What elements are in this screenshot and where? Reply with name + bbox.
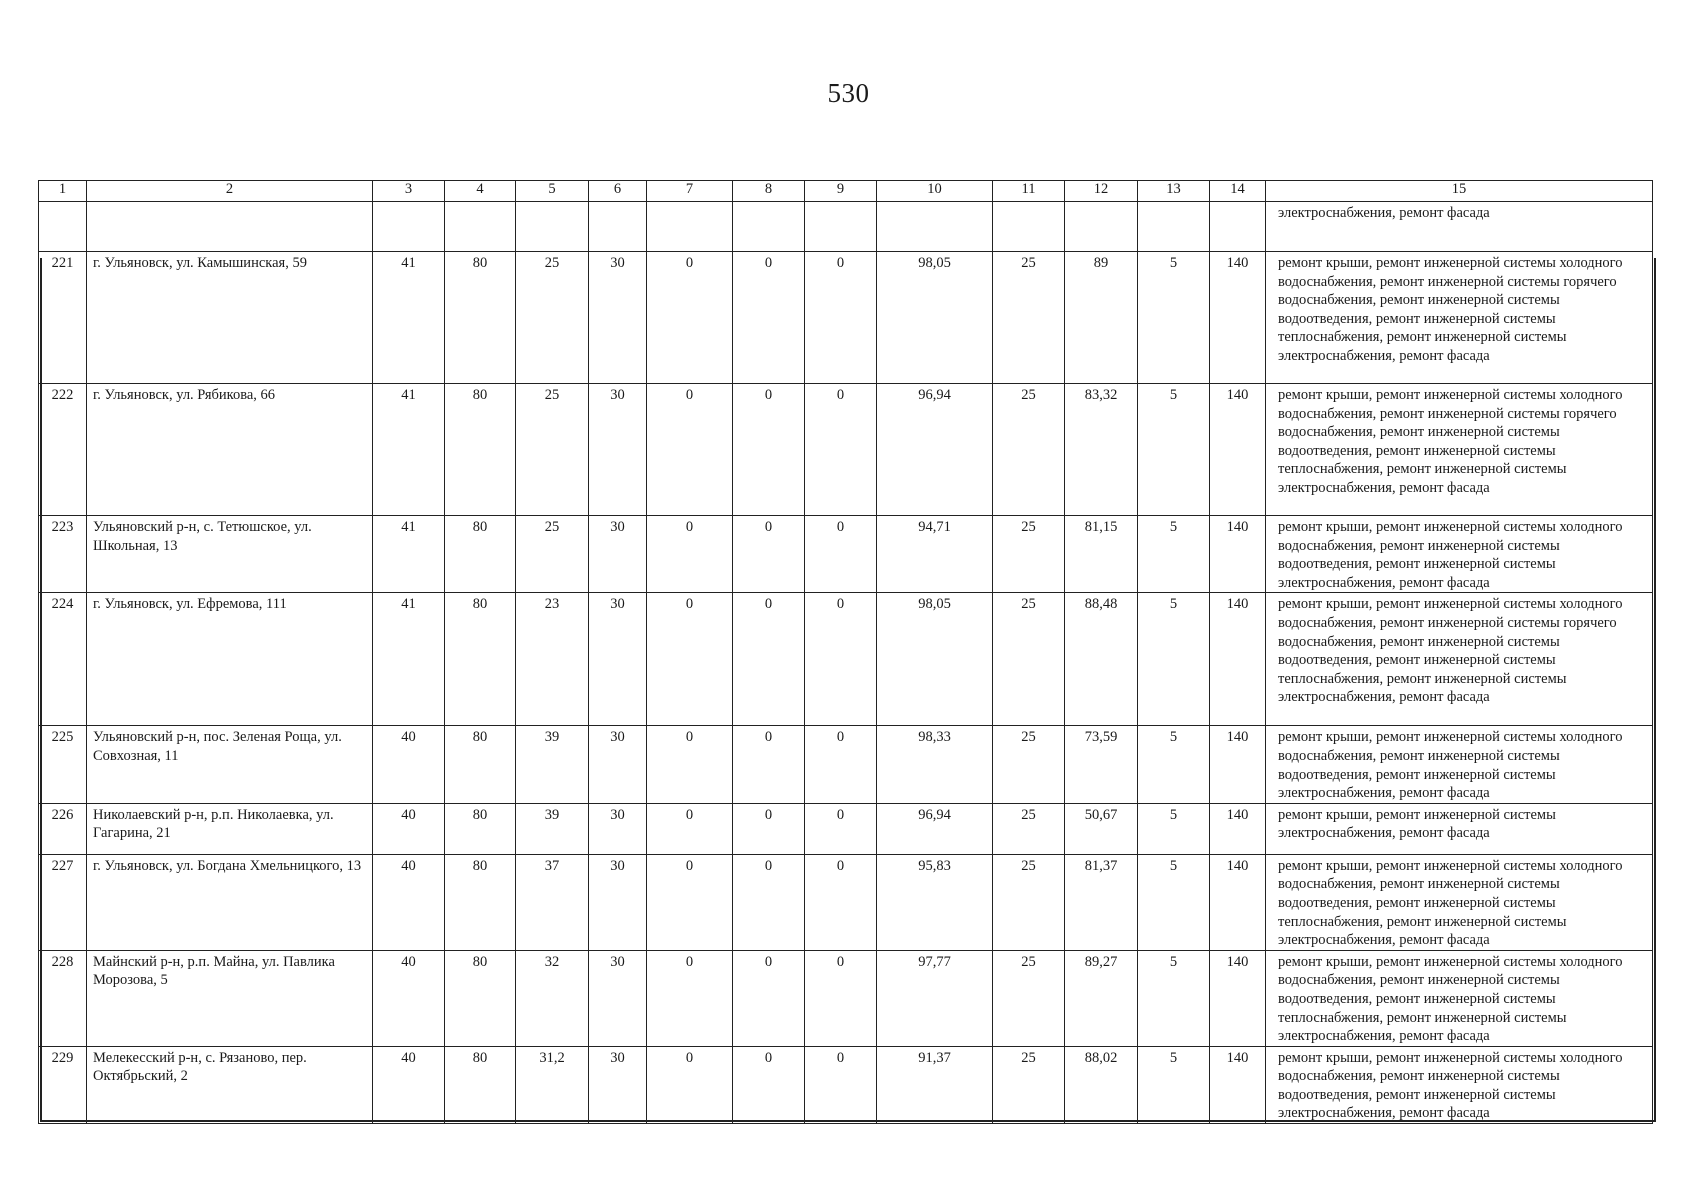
value-cell: 80 [445, 516, 516, 593]
table-row [39, 803, 1653, 854]
value-cell: 0 [805, 950, 877, 1046]
value-cell: 25 [516, 384, 589, 516]
value-cell: 96,94 [877, 803, 993, 854]
value-cell: 140 [1210, 384, 1266, 516]
value-cell: 80 [445, 593, 516, 726]
value-cell: 32 [516, 950, 589, 1046]
value-cell: 0 [647, 803, 733, 854]
value-cell: 0 [647, 854, 733, 950]
value-cell: 30 [589, 726, 647, 803]
value-cell: 30 [589, 854, 647, 950]
column-header: 7 [647, 181, 733, 202]
column-header: 9 [805, 181, 877, 202]
table-row [39, 854, 1653, 950]
value-cell: 40 [373, 726, 445, 803]
works-cell: ремонт крыши, ремонт инженерной системы электроснабжения, ремонт фасада [1266, 803, 1653, 854]
value-cell: 80 [445, 384, 516, 516]
value-cell: 0 [805, 726, 877, 803]
value-cell: 5 [1138, 1046, 1210, 1123]
value-cell: 0 [805, 252, 877, 384]
value-cell: 30 [589, 950, 647, 1046]
table-row [39, 384, 1653, 516]
value-cell: 0 [733, 1046, 805, 1123]
value-cell: 140 [1210, 516, 1266, 593]
value-cell: 94,71 [877, 516, 993, 593]
value-cell: 25 [993, 803, 1065, 854]
value-cell: 89,27 [1065, 950, 1138, 1046]
value-cell: 140 [1210, 950, 1266, 1046]
value-cell: 0 [805, 854, 877, 950]
works-cell: ремонт крыши, ремонт инженерной системы холодного водоснабжения, ремонт инженерной системы горячего водоснабжения, ремонт инженерной системы водоотведения, ремонт инженерной системы теплоснабжения, ремонт инженерной системы электроснабжения, ремонт фасада [1266, 593, 1653, 726]
address-cell: г. Ульяновск, ул. Рябикова, 66 [87, 384, 373, 516]
value-cell: 0 [733, 726, 805, 803]
value-cell: 40 [373, 854, 445, 950]
value-cell: 50,67 [1065, 803, 1138, 854]
value-cell: 80 [445, 803, 516, 854]
table-body [39, 202, 1653, 1124]
value-cell: 5 [1138, 854, 1210, 950]
address-cell: г. Ульяновск, ул. Ефремова, 111 [87, 593, 373, 726]
value-cell: 0 [733, 384, 805, 516]
table-row [39, 726, 1653, 803]
value-cell: 0 [805, 593, 877, 726]
table-cell [1210, 202, 1266, 252]
value-cell: 98,33 [877, 726, 993, 803]
value-cell: 140 [1210, 593, 1266, 726]
value-cell: 40 [373, 803, 445, 854]
table-cell [516, 202, 589, 252]
address-cell: г. Ульяновск, ул. Богдана Хмельницкого, 13 [87, 854, 373, 950]
value-cell: 5 [1138, 950, 1210, 1046]
column-header: 4 [445, 181, 516, 202]
address-cell: Ульяновский р-н, пос. Зеленая Роща, ул. Совхозная, 11 [87, 726, 373, 803]
value-cell: 41 [373, 516, 445, 593]
value-cell: 140 [1210, 854, 1266, 950]
value-cell: 0 [733, 854, 805, 950]
value-cell: 31,2 [516, 1046, 589, 1123]
value-cell: 41 [373, 593, 445, 726]
value-cell: 25 [516, 516, 589, 593]
works-cell: ремонт крыши, ремонт инженерной системы холодного водоснабжения, ремонт инженерной системы водоотведения, ремонт инженерной системы электроснабжения, ремонт фасада [1266, 726, 1653, 803]
value-cell: 73,59 [1065, 726, 1138, 803]
row-number-cell: 228 [39, 950, 87, 1046]
value-cell: 5 [1138, 803, 1210, 854]
value-cell: 25 [993, 252, 1065, 384]
table-cell [1065, 202, 1138, 252]
value-cell: 0 [647, 384, 733, 516]
value-cell: 30 [589, 803, 647, 854]
value-cell: 80 [445, 252, 516, 384]
value-cell: 88,48 [1065, 593, 1138, 726]
table-row [39, 1046, 1653, 1123]
works-cell: ремонт крыши, ремонт инженерной системы холодного водоснабжения, ремонт инженерной системы водоотведения, ремонт инженерной системы теплоснабжения, ремонт инженерной системы электроснабжения, ремонт фасада [1266, 950, 1653, 1046]
column-header: 15 [1266, 181, 1653, 202]
row-number-cell: 227 [39, 854, 87, 950]
table-row [39, 950, 1653, 1046]
column-header: 3 [373, 181, 445, 202]
value-cell: 95,83 [877, 854, 993, 950]
page-number: 530 [827, 78, 870, 108]
value-cell: 80 [445, 726, 516, 803]
table-cell [445, 202, 516, 252]
value-cell: 40 [373, 950, 445, 1046]
table-cell [877, 202, 993, 252]
table-cell [647, 202, 733, 252]
table-cell [589, 202, 647, 252]
value-cell: 83,32 [1065, 384, 1138, 516]
value-cell: 0 [733, 593, 805, 726]
column-header: 11 [993, 181, 1065, 202]
table-header [39, 181, 1653, 202]
works-cell: ремонт крыши, ремонт инженерной системы холодного водоснабжения, ремонт инженерной системы водоотведения, ремонт инженерной системы теплоснабжения, ремонт инженерной системы электроснабжения, ремонт фасада [1266, 854, 1653, 950]
value-cell: 0 [647, 252, 733, 384]
row-number-cell: 229 [39, 1046, 87, 1123]
value-cell: 0 [647, 950, 733, 1046]
value-cell: 25 [993, 516, 1065, 593]
address-cell: Майнский р-н, р.п. Майна, ул. Павлика Морозова, 5 [87, 950, 373, 1046]
works-cell: ремонт крыши, ремонт инженерной системы холодного водоснабжения, ремонт инженерной системы водоотведения, ремонт инженерной системы электроснабжения, ремонт фасада [1266, 516, 1653, 593]
address-cell: Мелекесский р-н, с. Рязаново, пер. Октябрьский, 2 [87, 1046, 373, 1123]
column-header: 12 [1065, 181, 1138, 202]
value-cell: 5 [1138, 516, 1210, 593]
value-cell: 140 [1210, 252, 1266, 384]
value-cell: 0 [805, 384, 877, 516]
row-number-cell: 222 [39, 384, 87, 516]
value-cell: 41 [373, 384, 445, 516]
column-header: 13 [1138, 181, 1210, 202]
value-cell: 0 [733, 950, 805, 1046]
value-cell: 40 [373, 1046, 445, 1123]
value-cell: 81,15 [1065, 516, 1138, 593]
value-cell: 140 [1210, 803, 1266, 854]
value-cell: 39 [516, 803, 589, 854]
works-cell: ремонт крыши, ремонт инженерной системы холодного водоснабжения, ремонт инженерной системы водоотведения, ремонт инженерной системы электроснабжения, ремонт фасада [1266, 1046, 1653, 1123]
table-cell [993, 202, 1065, 252]
row-number-cell: 224 [39, 593, 87, 726]
value-cell: 5 [1138, 726, 1210, 803]
value-cell: 0 [647, 593, 733, 726]
value-cell: 96,94 [877, 384, 993, 516]
table-cell [373, 202, 445, 252]
table-cell [805, 202, 877, 252]
value-cell: 25 [516, 252, 589, 384]
value-cell: 0 [733, 252, 805, 384]
value-cell: 5 [1138, 252, 1210, 384]
value-cell: 140 [1210, 726, 1266, 803]
value-cell: 30 [589, 593, 647, 726]
value-cell: 25 [993, 726, 1065, 803]
value-cell: 80 [445, 950, 516, 1046]
value-cell: 25 [993, 854, 1065, 950]
address-cell: г. Ульяновск, ул. Камышинская, 59 [87, 252, 373, 384]
continuation-row [39, 202, 1653, 252]
value-cell: 140 [1210, 1046, 1266, 1123]
column-header: 10 [877, 181, 993, 202]
value-cell: 0 [805, 803, 877, 854]
table-cell [1138, 202, 1210, 252]
works-cell: ремонт крыши, ремонт инженерной системы холодного водоснабжения, ремонт инженерной системы горячего водоснабжения, ремонт инженерной системы водоотведения, ремонт инженерной системы теплоснабжения, ремонт инженерной системы электроснабжения, ремонт фасада [1266, 384, 1653, 516]
value-cell: 37 [516, 854, 589, 950]
value-cell: 81,37 [1065, 854, 1138, 950]
value-cell: 89 [1065, 252, 1138, 384]
row-number-cell: 223 [39, 516, 87, 593]
data-table [38, 180, 1653, 1124]
table-row [39, 252, 1653, 384]
value-cell: 30 [589, 516, 647, 593]
row-number-cell: 226 [39, 803, 87, 854]
value-cell: 0 [733, 803, 805, 854]
address-cell: Ульяновский р-н, с. Тетюшское, ул. Школьная, 13 [87, 516, 373, 593]
value-cell: 25 [993, 950, 1065, 1046]
column-header: 6 [589, 181, 647, 202]
column-header: 8 [733, 181, 805, 202]
value-cell: 30 [589, 384, 647, 516]
value-cell: 25 [993, 384, 1065, 516]
value-cell: 23 [516, 593, 589, 726]
works-cell: электроснабжения, ремонт фасада [1266, 202, 1653, 252]
value-cell: 0 [647, 726, 733, 803]
value-cell: 0 [647, 1046, 733, 1123]
value-cell: 0 [647, 516, 733, 593]
table-cell [733, 202, 805, 252]
value-cell: 80 [445, 854, 516, 950]
table-row [39, 593, 1653, 726]
value-cell: 30 [589, 1046, 647, 1123]
value-cell: 91,37 [877, 1046, 993, 1123]
column-header: 14 [1210, 181, 1266, 202]
value-cell: 39 [516, 726, 589, 803]
value-cell: 80 [445, 1046, 516, 1123]
header-row [39, 181, 1653, 202]
value-cell: 25 [993, 1046, 1065, 1123]
table-cell [39, 202, 87, 252]
address-cell: Николаевский р-н, р.п. Николаевка, ул. Гагарина, 21 [87, 803, 373, 854]
value-cell: 0 [805, 1046, 877, 1123]
value-cell: 0 [733, 516, 805, 593]
value-cell: 5 [1138, 384, 1210, 516]
value-cell: 30 [589, 252, 647, 384]
column-header: 2 [87, 181, 373, 202]
column-header: 1 [39, 181, 87, 202]
table-cell [87, 202, 373, 252]
row-number-cell: 225 [39, 726, 87, 803]
row-number-cell: 221 [39, 252, 87, 384]
value-cell: 0 [805, 516, 877, 593]
value-cell: 25 [993, 593, 1065, 726]
works-cell: ремонт крыши, ремонт инженерной системы холодного водоснабжения, ремонт инженерной системы горячего водоснабжения, ремонт инженерной системы водоотведения, ремонт инженерной системы теплоснабжения, ремонт инженерной системы электроснабжения, ремонт фасада [1266, 252, 1653, 384]
value-cell: 88,02 [1065, 1046, 1138, 1123]
value-cell: 98,05 [877, 593, 993, 726]
value-cell: 98,05 [877, 252, 993, 384]
value-cell: 41 [373, 252, 445, 384]
table-row [39, 516, 1653, 593]
column-header: 5 [516, 181, 589, 202]
value-cell: 97,77 [877, 950, 993, 1046]
value-cell: 5 [1138, 593, 1210, 726]
